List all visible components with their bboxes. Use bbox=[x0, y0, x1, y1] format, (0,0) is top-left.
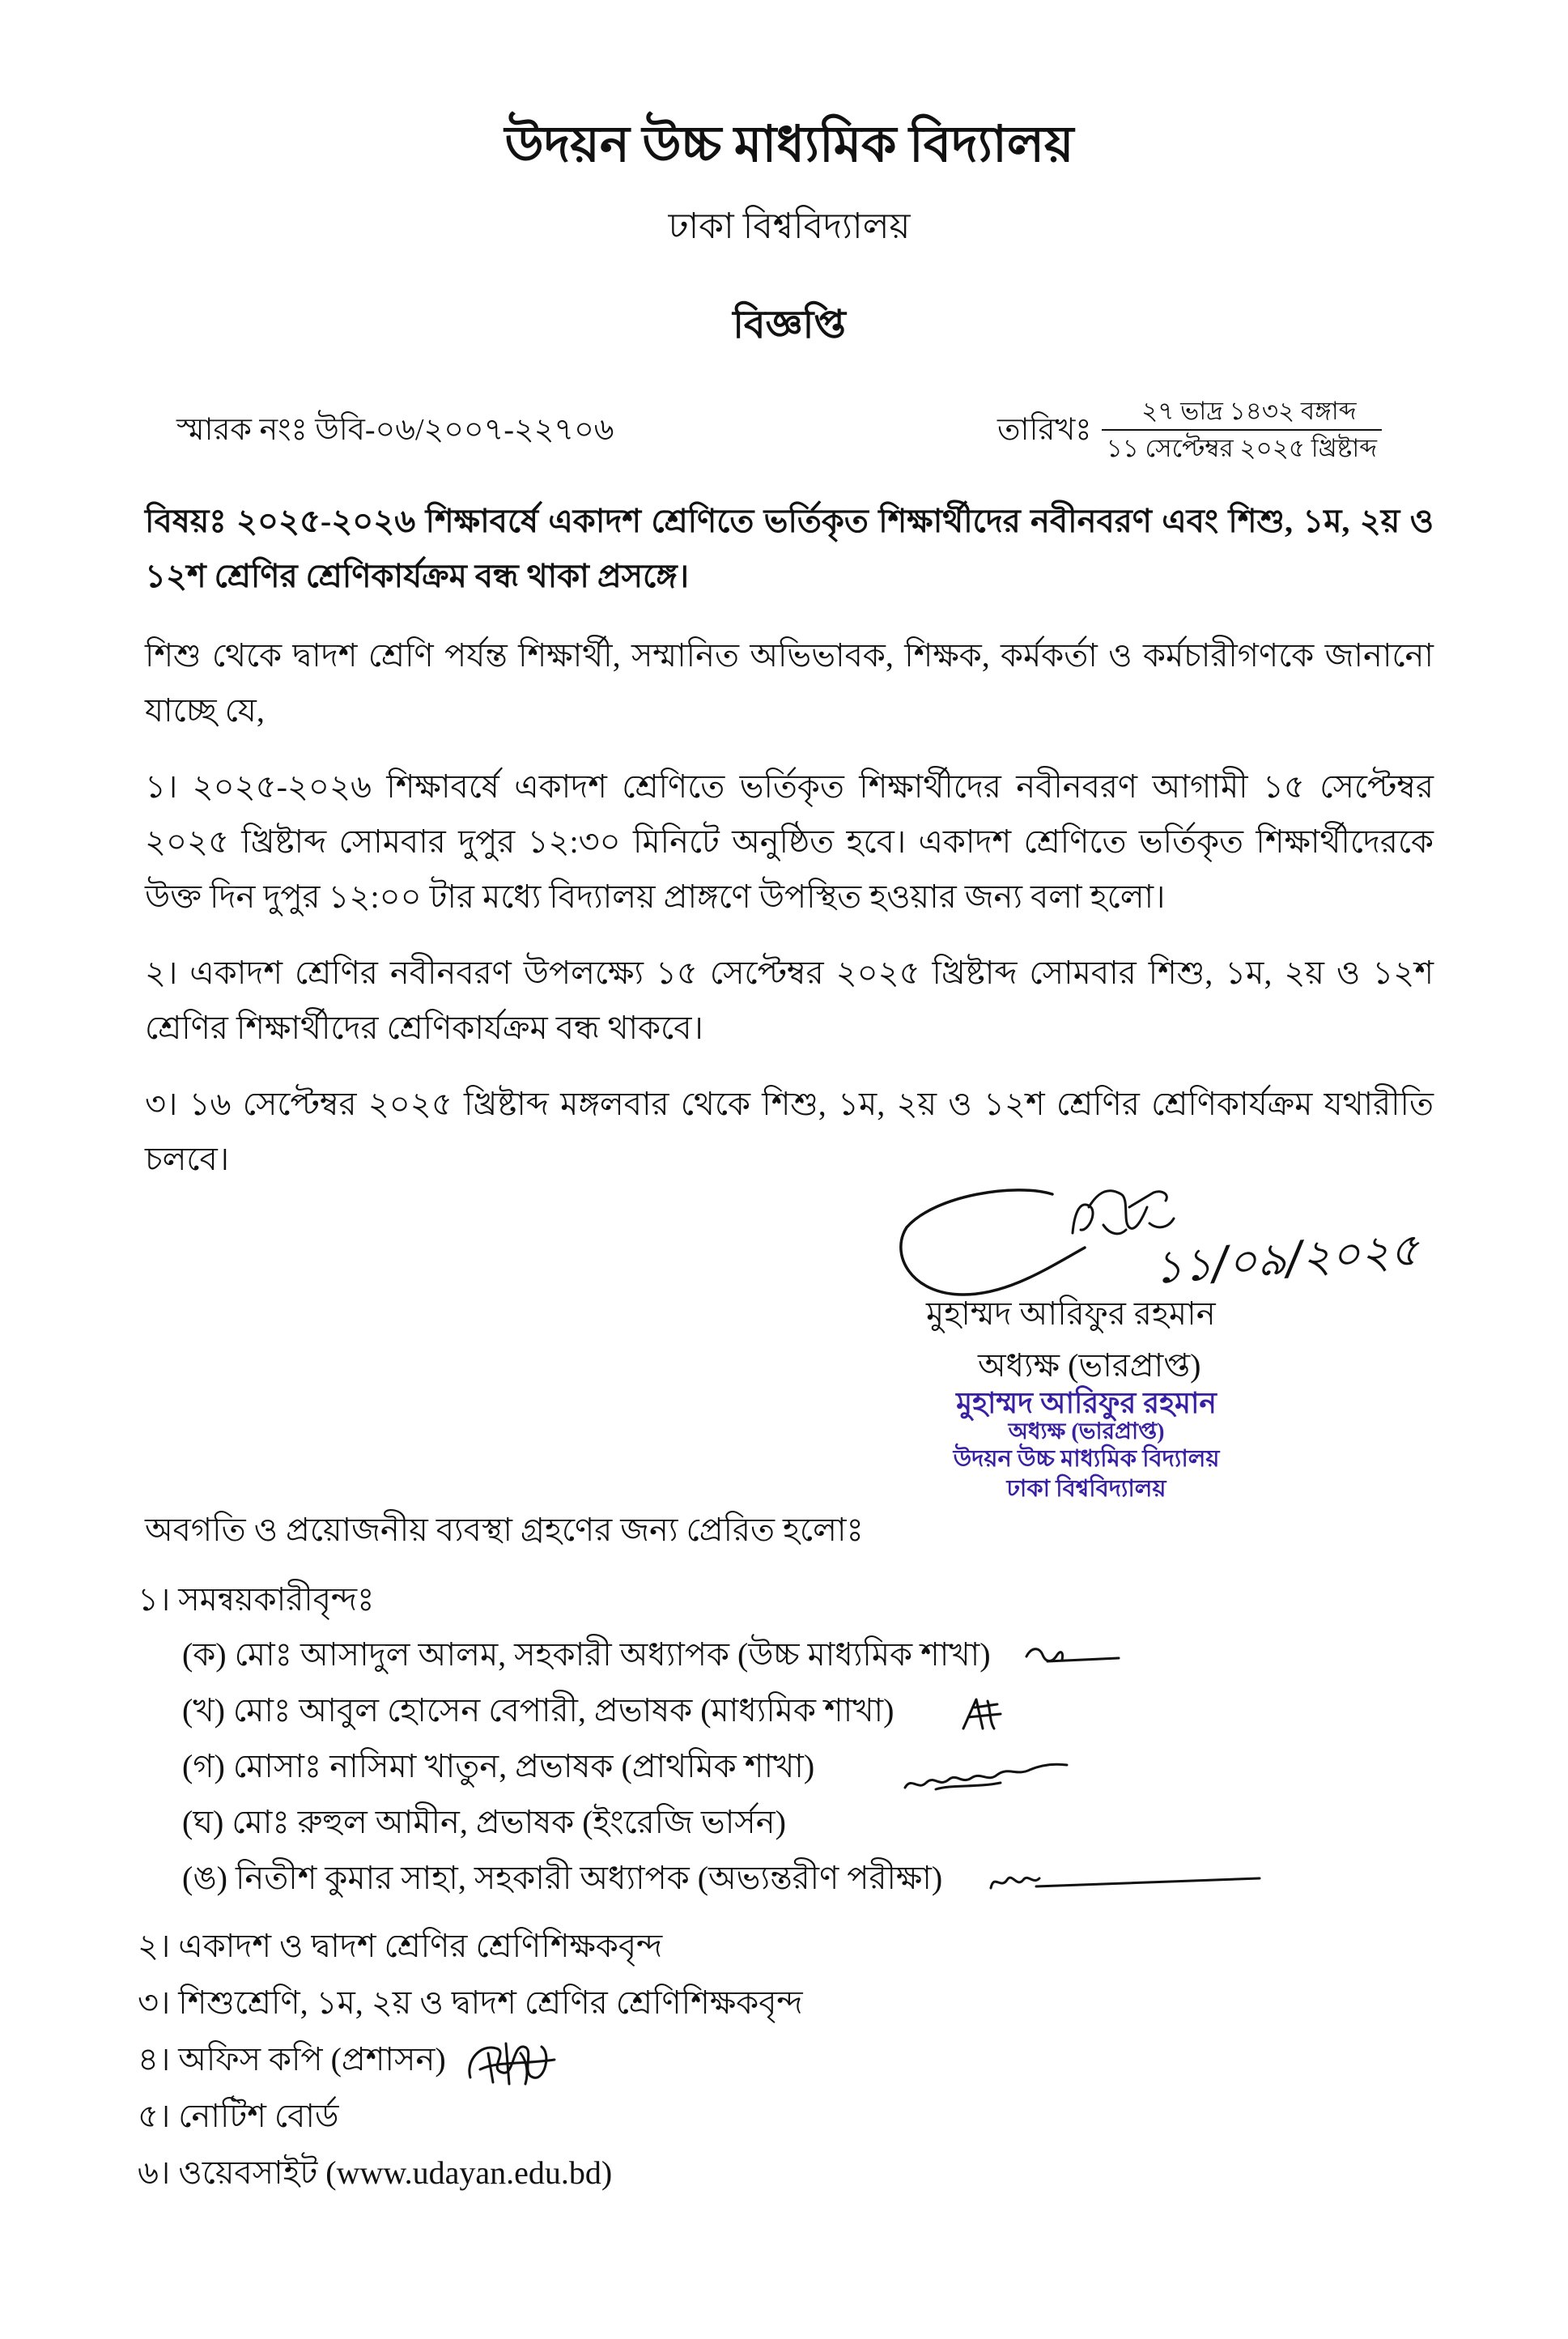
date-label: তারিখঃ bbox=[997, 413, 1092, 447]
reference-number bbox=[176, 410, 614, 450]
official-seal bbox=[908, 1385, 1264, 1503]
subject-label: বিষয়ঃ bbox=[145, 503, 227, 539]
subject-line bbox=[145, 494, 1434, 604]
date-fraction bbox=[1102, 395, 1382, 465]
notice-page bbox=[0, 113, 1568, 2339]
signature-date: ১১/০৯/২০২৫ bbox=[1151, 1223, 1421, 1295]
reference-date-row bbox=[145, 393, 1434, 466]
notice-point-3: ৩। ১৬ সেপ্টেম্বর ২০২৫ খ্রিষ্টাব্দ মঙ্গলবার থেকে শিশু, ১ম, ২য় ও ১২শ শ্রেণির শ্রেণিকার্যক্রম যথারীতি চলবে। bbox=[145, 1086, 1434, 1177]
reference-value: উবি-০৬/২০০৭-২২৭০৬ bbox=[315, 413, 614, 447]
coordinators-label: ১। সমন্বয়কারীবৃন্দঃ bbox=[138, 1581, 375, 1618]
recipient-item: ৩। শিশুশ্রেণি, ১ম, ২য় ও দ্বাদশ শ্রেণির শ্রেণিশিক্ষকবৃন্দ bbox=[138, 1984, 803, 2021]
coordinator-item bbox=[138, 1794, 1434, 1850]
issue-date bbox=[997, 395, 1382, 465]
subject-text: ২০২৫-২০২৬ শিক্ষাবর্ষে একাদশ শ্রেণিতে ভর্তিকৃত শিক্ষার্থীদের নবীনবরণ এবং শিশু, ১ম, ২য় ও ১২শ শ্রেণির শ্রেণিকার্যক্রম বন্ধ থাকা প্রসঙ্গে। bbox=[145, 503, 1434, 594]
seal-name: মুহাম্মদ আরিফুর রহমান bbox=[956, 1387, 1217, 1419]
coordinator-item bbox=[138, 1682, 1434, 1738]
seal-institution: উদয়ন উচ্চ মাধ্যমিক বিদ্যালয় bbox=[953, 1446, 1220, 1472]
recipients-list bbox=[138, 1918, 1434, 2201]
reference-label: স্মারক নংঃ bbox=[176, 413, 308, 447]
seal-designation: অধ্যক্ষ (ভারপ্রাপ্ত) bbox=[1008, 1419, 1165, 1444]
recipient-text: ৪। অফিস কপি (প্রশাসন) bbox=[138, 2041, 446, 2077]
notice-point-2: ২। একাদশ শ্রেণির নবীনবরণ উপলক্ষ্যে ১৫ সেপ্টেম্বর ২০২৫ খ্রিষ্টাব্দ সোমবার শিশু, ১ম, ২য় ও ১২শ শ্রেণির শিক্ষার্থীদের শ্রেণিকার্যক্রম বন্ধ থাকবে। bbox=[145, 955, 1434, 1046]
coordinator-text: (ঙ) নিতীশ কুমার সাহা, সহকারী অধ্যাপক (অভ্যন্তরীণ পরীক্ষা) bbox=[182, 1860, 943, 1896]
coordinator-item bbox=[138, 1850, 1434, 1906]
office-copy-initials bbox=[464, 2037, 558, 2089]
notice-point-1: ১। ২০২৫-২০২৬ শিক্ষাবর্ষে একাদশ শ্রেণিতে ভর্তিকৃত শিক্ষার্থীদের নবীনবরণ আগামী ১৫ সেপ্টেম্বর ২০২৫ খ্রিষ্টাব্দ সোমবার দুপুর ১২:৩০ মিনিটে অনুষ্ঠিত হবে। একাদশ শ্রেণিতে ভর্তিকৃত শিক্ষার্থীদেরকে উক্ত দিন দুপুর ১২:০০ টার মধ্যে বিদ্যালয় প্রাঙ্গণে উপস্থিত হওয়ার জন্য বলা হলো। bbox=[145, 768, 1434, 915]
coordinator-text: (ক) মোঃ আসাদুল আলম, সহকারী অধ্যাপক (উচ্চ মাধ্যমিক শাখা) bbox=[182, 1636, 991, 1673]
distribution-heading: অবগতি ও প্রয়োজনীয় ব্যবস্থা গ্রহণের জন্য প্রেরিত হলোঃ bbox=[145, 1512, 864, 1548]
signature-block bbox=[0, 1187, 1568, 1503]
coordinator-initials bbox=[989, 1865, 1261, 1898]
recipient-item bbox=[138, 2031, 1434, 2088]
salutation: শিশু থেকে দ্বাদশ শ্রেণি পর্যন্ত শিক্ষার্থী, সম্মানিত অভিভাবক, শিক্ষক, কর্মকর্তা ও কর্মচারীগণকে জানানো যাচ্ছে যে, bbox=[145, 637, 1434, 729]
school-affiliation: ঢাকা বিশ্ববিদ্যালয় bbox=[668, 206, 911, 246]
coordinator-initials bbox=[1023, 1642, 1120, 1674]
recipient-item: ২। একাদশ ও দ্বাদশ শ্রেণির শ্রেণিশিক্ষকবৃন্দ bbox=[138, 1928, 663, 1964]
recipient-item: ৬। ওয়েবসাইট (www.udayan.edu.bd) bbox=[138, 2154, 613, 2191]
coordinator-text: (খ) মোঃ আবুল হোসেন বেপারী, প্রভাষক (মাধ্যমিক শাখা) bbox=[182, 1692, 894, 1729]
coordinator-item bbox=[138, 1627, 1434, 1682]
coordinator-initials bbox=[958, 1696, 1004, 1732]
coordinator-text: (গ) মোসাঃ নাসিমা খাতুন, প্রভাষক (প্রাথমিক শাখা) bbox=[182, 1748, 815, 1784]
signatory-name: মুহাম্মদ আরিফুর রহমান bbox=[926, 1295, 1216, 1332]
notice-title: বিজ্ঞপ্তি bbox=[733, 304, 846, 347]
date-bangla: ২৭ ভাদ্র ১৪৩২ বঙ্গাব্দ bbox=[1102, 395, 1382, 431]
distribution-list bbox=[138, 1573, 1434, 2201]
coordinator-item bbox=[138, 1738, 1434, 1794]
coordinator-initials bbox=[903, 1760, 1069, 1796]
signatory-designation: অধ্যক্ষ (ভারপ্রাপ্ত) bbox=[978, 1347, 1201, 1384]
recipient-item: ৫। নোটিশ বোর্ড bbox=[138, 2098, 339, 2134]
seal-affiliation: ঢাকা বিশ্ববিদ্যালয় bbox=[1006, 1476, 1166, 1502]
coordinator-text: (ঘ) মোঃ রুহুল আমীন, প্রভাষক (ইংরেজি ভার্সন) bbox=[182, 1804, 786, 1840]
date-gregorian: ১১ সেপ্টেম্বর ২০২৫ খ্রিষ্টাব্দ bbox=[1106, 434, 1377, 462]
school-name: উদয়ন উচ্চ মাধ্যমিক বিদ্যালয় bbox=[504, 117, 1074, 172]
